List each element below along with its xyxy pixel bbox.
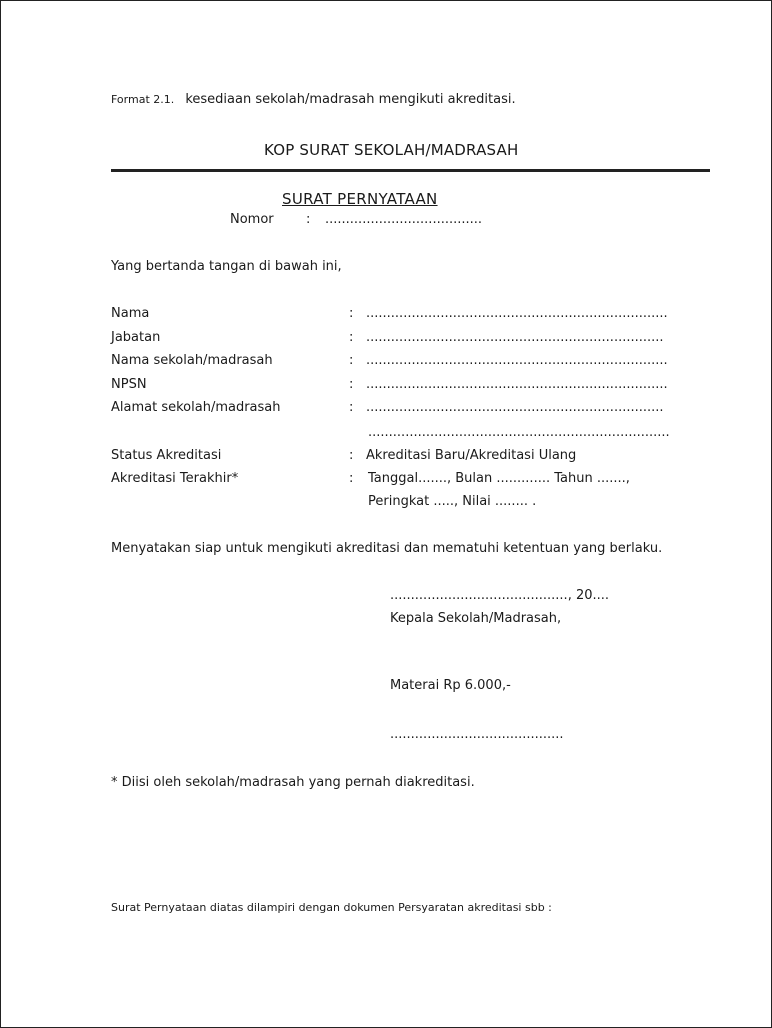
field-jabatan-value: ........................................................................: [366, 330, 664, 345]
format-line: [111, 88, 516, 107]
field-jabatan-sep: :: [349, 330, 354, 345]
last-accreditation-line1: Tanggal......., Bulan ............. Tahun .......,: [368, 471, 630, 486]
signature-place-date: ..........................................., 20....: [390, 588, 610, 603]
status-label: Status Akreditasi: [111, 448, 222, 463]
statement-text: Menyatakan siap untuk mengikuti akreditasi dan mematuhi ketentuan yang berlaku.: [111, 541, 663, 556]
field-alamat-value: ........................................................................: [366, 400, 664, 415]
letterhead-rule: [111, 169, 710, 172]
field-jabatan-label: Jabatan: [111, 330, 161, 345]
status-value: Akreditasi Baru/Akreditasi Ulang: [366, 448, 577, 463]
field-nama-label: Nama: [111, 306, 150, 321]
field-npsn-label: NPSN: [111, 377, 147, 392]
signature-stamp: Materai Rp 6.000,-: [390, 678, 511, 693]
page-title: SURAT PERNYATAAN: [282, 190, 438, 208]
field-alamat-value-2: .........................................................................: [368, 425, 670, 440]
status-sep: :: [349, 448, 354, 463]
last-accreditation-label: Akreditasi Terakhir*: [111, 471, 239, 486]
letterhead: KOP SURAT SEKOLAH/MADRASAH: [264, 141, 519, 159]
signature-role: Kepala Sekolah/Madrasah,: [390, 611, 562, 626]
field-sekolah-value: .........................................................................: [366, 353, 668, 368]
field-alamat-sep: :: [349, 400, 354, 415]
field-nama-value: .........................................................................: [366, 306, 668, 321]
footnote: * Diisi oleh sekolah/madrasah yang pernah diakreditasi.: [111, 775, 475, 790]
field-alamat-label: Alamat sekolah/madrasah: [111, 400, 281, 415]
field-npsn-sep: :: [349, 377, 354, 392]
format-text: kesediaan sekolah/madrasah mengikuti akreditasi.: [185, 92, 516, 107]
last-accreditation-line2: Peringkat ....., Nilai ........ .: [368, 494, 537, 509]
signature-name-line: ..........................................: [390, 727, 564, 742]
intro-text: Yang bertanda tangan di bawah ini,: [111, 259, 342, 274]
nomor-sep: :: [306, 212, 311, 227]
field-sekolah-sep: :: [349, 353, 354, 368]
last-accreditation-sep: :: [349, 471, 354, 486]
field-sekolah-label: Nama sekolah/madrasah: [111, 353, 273, 368]
closing-text: Surat Pernyataan diatas dilampiri dengan dokumen Persyaratan akreditasi sbb :: [111, 901, 552, 914]
field-npsn-value: .........................................................................: [366, 377, 668, 392]
nomor-label: Nomor: [230, 212, 274, 227]
format-prefix: Format 2.1.: [111, 93, 175, 106]
field-nama-sep: :: [349, 306, 354, 321]
nomor-value: ......................................: [325, 212, 483, 227]
